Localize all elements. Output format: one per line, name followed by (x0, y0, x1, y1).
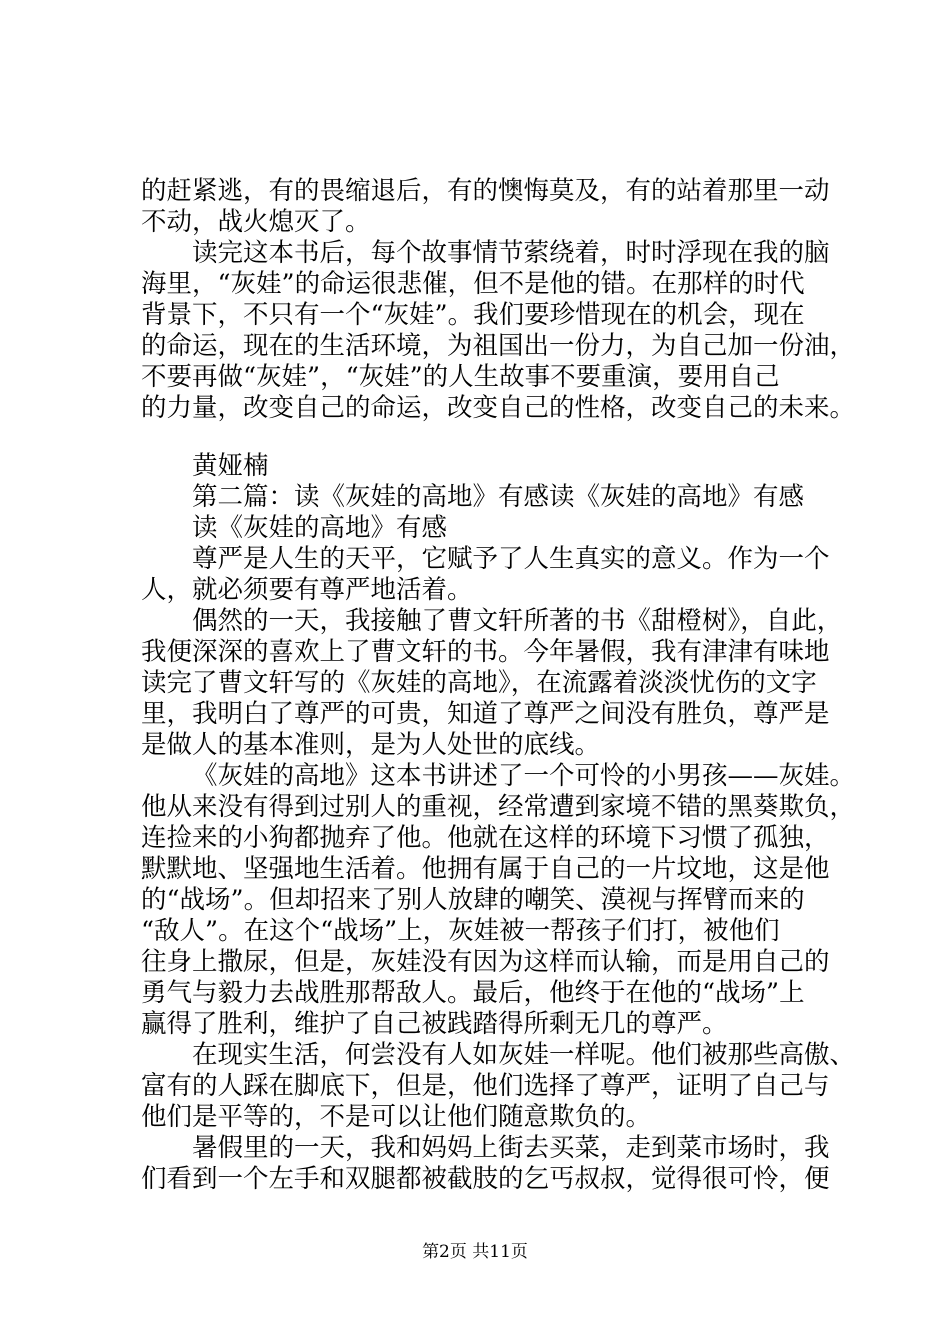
text-line: 默默地、坚强地生活着。他拥有属于自己的一片坟地，这是他 (141, 854, 830, 884)
text-line: 我便深深的喜欢上了曹文轩的书。今年暑假，我有津津有味地 (141, 637, 830, 667)
text-line: 暑假里的一天，我和妈妈上街去买菜，走到菜市场时，我 (192, 1133, 830, 1163)
author-name: 黄娅楠 (192, 451, 269, 481)
text-line: 人，就必须要有尊严地活着。 (141, 575, 473, 605)
text-line: 往身上撒尿，但是，灰娃没有因为这样而认输，而是用自己的 (141, 947, 830, 977)
text-line: 尊严是人生的天平，它赋予了人生真实的意义。作为一个 (192, 544, 830, 574)
text-line: 海里，“灰娃”的命运很悲催，但不是他的错。在那样的时代 (141, 269, 805, 299)
text-line: 他从来没有得到过别人的重视，经常遭到家境不错的黑葵欺负， (141, 792, 856, 822)
text-line: 是做人的基本准则，是为人处世的底线。 (141, 730, 601, 760)
text-line: 们看到一个左手和双腿都被截肢的乞丐叔叔，觉得很可怜，便 (141, 1164, 830, 1194)
text-line: “敌人”。在这个“战场”上，灰娃被一帮孩子们打，被他们 (141, 916, 780, 946)
text-line: 读完了曹文轩写的《灰娃的高地》，在流露着淡淡忧伤的文字 (141, 668, 817, 698)
text-line: 不动，战火熄灭了。 (141, 207, 371, 237)
text-line: 背景下，不只有一个“灰娃”。我们要珍惜现在的机会，现在 (141, 300, 805, 330)
article-title: 读《灰娃的高地》有感 (192, 513, 448, 543)
text-line: 读完这本书后，每个故事情节萦绕着，时时浮现在我的脑 (192, 238, 830, 268)
text-line: 勇气与毅力去战胜那帮敌人。最后，他终于在他的“战场”上 (141, 978, 805, 1008)
text-line: 赢得了胜利，维护了自己被践踏得所剩无几的尊严。 (141, 1009, 728, 1039)
text-line: 富有的人踩在脚底下，但是，他们选择了尊严，证明了自己与 (141, 1071, 830, 1101)
text-line: 的力量，改变自己的命运，改变自己的性格，改变自己的未来。 (141, 393, 856, 423)
text-line: 不要再做“灰娃”，“灰娃”的人生故事不要重演，要用自己 (141, 362, 780, 392)
text-line: 连捡来的小狗都抛弃了他。他就在这样的环境下习惯了孤独， (141, 823, 830, 853)
body-text (141, 176, 856, 1195)
text-line: 在现实生活，何尝没有人如灰娃一样呢。他们被那些高傲、 (192, 1040, 856, 1070)
text-line: 《灰娃的高地》这本书讲述了一个可怜的小男孩——灰娃。 (192, 761, 856, 791)
page-number-footer: 第2页 共11页 (422, 1242, 528, 1262)
text-line: 他们是平等的，不是可以让他们随意欺负的。 (141, 1102, 652, 1132)
text-line: 的赶紧逃，有的畏缩退后，有的懊悔莫及，有的站着那里一动 (141, 176, 830, 206)
section-heading: 第二篇：读《灰娃的高地》有感读《灰娃的高地》有感 (192, 482, 805, 512)
text-line: 的命运，现在的生活环境，为祖国出一份力，为自己加一份油， (141, 331, 856, 361)
text-line: 里，我明白了尊严的可贵，知道了尊严之间没有胜负，尊严是 (141, 699, 830, 729)
text-line: 偶然的一天，我接触了曹文轩所著的书《甜橙树》，自此， (192, 606, 843, 636)
text-line: 的“战场”。但却招来了别人放肆的嘲笑、漠视与挥臂而来的 (141, 885, 805, 915)
